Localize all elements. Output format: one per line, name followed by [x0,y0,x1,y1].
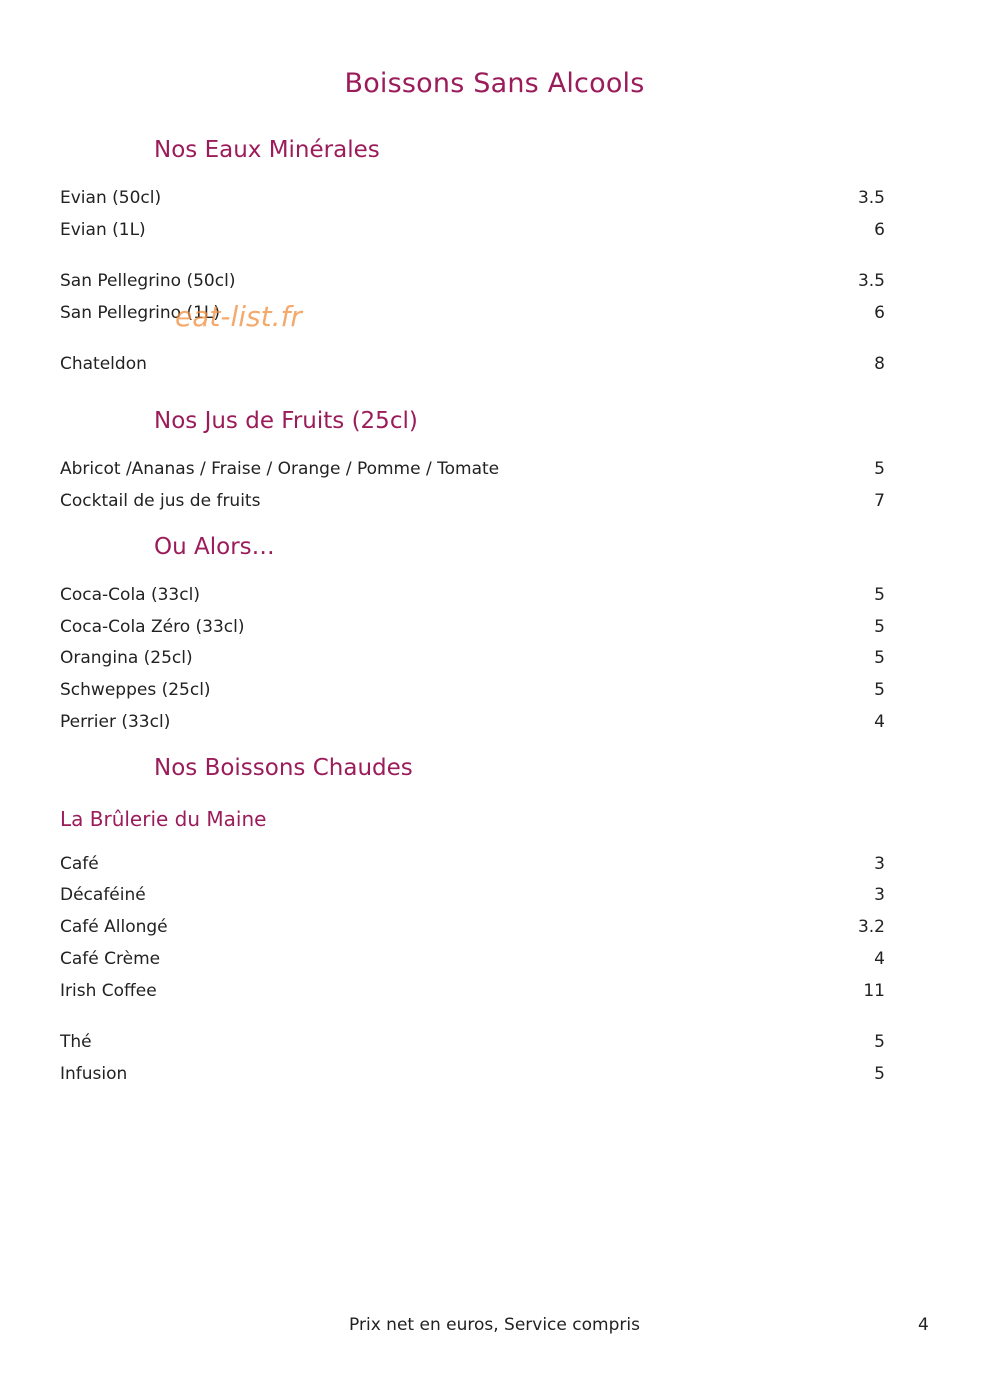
item-name: Coca-Cola Zéro (33cl) [60,617,245,637]
menu-item [60,710,885,734]
item-name: San Pellegrino (1L) [60,303,221,323]
item-name: Evian (50cl) [60,188,162,208]
menu-item [60,269,885,293]
item-name: Café Allongé [60,917,168,937]
menu-item [60,1030,885,1054]
menu-item [60,646,885,670]
item-name: Chateldon [60,354,147,374]
item-name: Abricot /Ananas / Fraise / Orange / Pomme / Tomate [60,459,500,479]
menu-item [60,186,885,210]
item-price: 11 [863,981,885,1001]
item-price: 3 [874,885,885,905]
section-heading-eaux: Nos Eaux Minérales [154,137,380,163]
item-name: San Pellegrino (50cl) [60,271,236,291]
item-price: 3 [874,854,885,874]
item-price: 6 [874,303,885,323]
item-name: Schweppes (25cl) [60,680,211,700]
sub-heading-brulerie: La Brûlerie du Maine [60,807,267,831]
item-name: Café [60,854,99,874]
item-name: Evian (1L) [60,220,146,240]
item-price: 3.5 [857,271,885,291]
menu-item [60,583,885,607]
item-name: Perrier (33cl) [60,712,171,732]
item-price: 5 [874,585,885,605]
item-name: Cocktail de jus de fruits [60,491,261,511]
item-price: 7 [874,491,885,511]
item-price: 5 [874,617,885,637]
item-name: Décaféiné [60,885,146,905]
footer-note: Prix net en euros, Service compris [349,1315,640,1335]
item-price: 5 [874,1064,885,1084]
section-heading-alors: Ou Alors… [154,534,275,560]
item-name: Orangina (25cl) [60,648,193,668]
menu-item [60,678,885,702]
menu-item [60,979,885,1003]
section-heading-jus: Nos Jus de Fruits (25cl) [154,408,418,434]
menu-item [60,615,885,639]
page-number: 4 [918,1315,929,1335]
menu-item [60,489,885,513]
watermark: eat-list.fr [175,300,302,333]
page-title: Boissons Sans Alcools [344,68,645,99]
section-heading-chaudes: Nos Boissons Chaudes [154,755,413,781]
item-price: 5 [874,459,885,479]
item-name: Infusion [60,1064,128,1084]
item-name: Irish Coffee [60,981,157,1001]
menu-item [60,218,885,242]
item-price: 4 [874,949,885,969]
item-price: 4 [874,712,885,732]
menu-item [60,457,885,481]
item-price: 3.2 [857,917,885,937]
menu-item [60,1062,885,1086]
item-price: 8 [874,354,885,374]
menu-item [60,883,885,907]
menu-item [60,852,885,876]
item-price: 5 [874,1032,885,1052]
item-price: 3.5 [857,188,885,208]
item-price: 6 [874,220,885,240]
item-name: Café Crème [60,949,161,969]
menu-item [60,915,885,939]
item-name: Coca-Cola (33cl) [60,585,200,605]
item-name: Thé [60,1032,92,1052]
menu-item [60,947,885,971]
menu-item [60,352,885,376]
item-price: 5 [874,680,885,700]
item-price: 5 [874,648,885,668]
